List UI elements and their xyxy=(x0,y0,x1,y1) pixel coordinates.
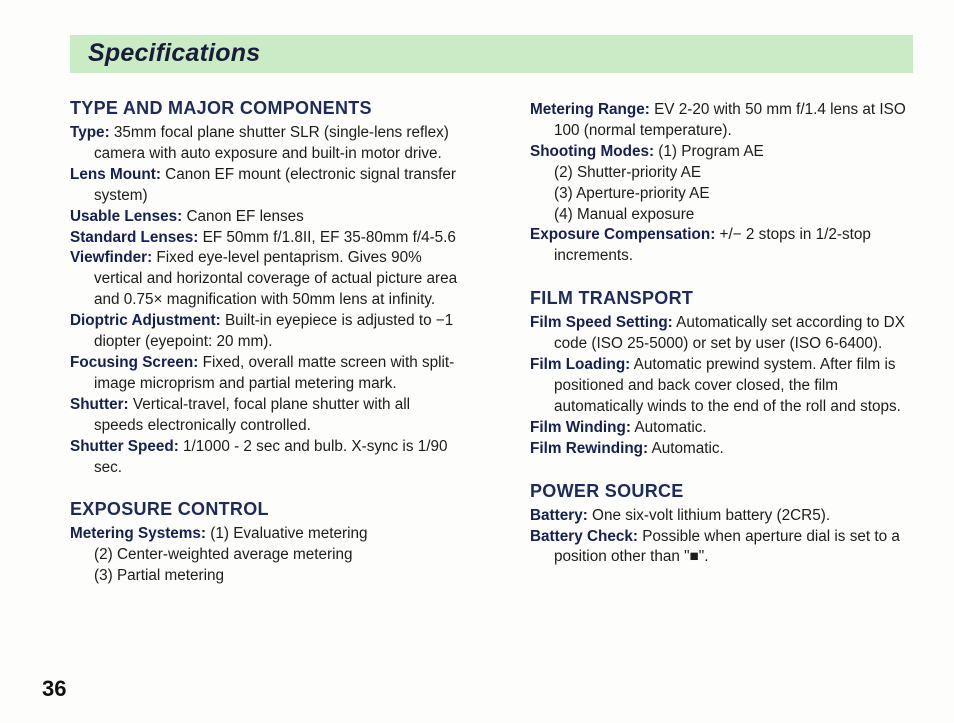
spec-film-winding xyxy=(530,418,922,439)
spec-text: Automatic. xyxy=(630,418,707,436)
spec-label: Usable Lenses: xyxy=(70,207,183,225)
spec-text: Automatically set according to DX code (ISO 25-5000) or set by user (ISO 6-6400). xyxy=(554,314,905,353)
spec-standard-lenses xyxy=(70,228,460,249)
spec-viewfinder xyxy=(70,248,460,311)
spec-sub-item: (3) Aperture-priority AE xyxy=(554,184,710,202)
spec-sub-item: (2) Center-weighted average metering xyxy=(94,546,353,564)
spec-label: Film Loading: xyxy=(530,356,631,374)
spec-label: Metering Systems: xyxy=(70,525,207,543)
spec-text: +/− 2 stops in 1/2-stop increments. xyxy=(554,226,871,265)
spec-label: Shooting Modes: xyxy=(530,142,655,160)
spec-label: Film Winding: xyxy=(530,418,631,436)
spec-text: Possible when aperture dial is set to a position other than "■". xyxy=(554,527,900,566)
spec-sub-item: (2) Shutter-priority AE xyxy=(554,163,702,181)
spec-film-loading xyxy=(530,355,922,418)
spec-battery-check xyxy=(530,527,922,569)
spec-label: Metering Range: xyxy=(530,101,650,118)
spec-label: Film Rewinding: xyxy=(530,439,649,457)
section-heading-film: FILM TRANSPORT xyxy=(530,288,694,309)
spec-type xyxy=(70,123,460,165)
spec-metering-range xyxy=(530,100,922,142)
spec-metering-systems xyxy=(70,524,460,545)
spec-text: (1) Program AE xyxy=(654,142,764,160)
spec-text: Canon EF mount (electronic signal transfer system) xyxy=(94,165,456,204)
spec-label: Shutter: xyxy=(70,395,129,413)
section-heading-power: POWER SOURCE xyxy=(530,480,684,501)
spec-text: EF 50mm f/1.8II, EF 35-80mm f/4-5.6 xyxy=(198,228,456,246)
spec-text: Automatic. xyxy=(648,439,724,457)
spec-exposure-compensation xyxy=(530,225,922,267)
spec-text: One six-volt lithium battery (2CR5). xyxy=(587,506,831,524)
spec-usable-lenses xyxy=(70,207,460,228)
spec-sub-item: (3) Partial metering xyxy=(94,567,225,585)
page-number: 36 xyxy=(42,676,67,701)
spec-label: Type: xyxy=(70,124,110,141)
spec-text: Built-in eyepiece is adjusted to −1 diopter (eyepoint: 20 mm). xyxy=(94,312,454,351)
section-gap xyxy=(530,460,922,481)
spec-label: Lens Mount: xyxy=(70,165,161,183)
spec-label: Shutter Speed: xyxy=(70,437,179,455)
spec-film-speed xyxy=(530,313,922,355)
spec-text: 35mm focal plane shutter SLR (single-lens reflex) camera with auto exposure and built-in motor drive. xyxy=(94,124,449,162)
spec-text: 1/1000 - 2 sec and bulb. X-sync is 1/90 sec. xyxy=(94,437,448,476)
spec-text: Vertical-travel, focal plane shutter with all speeds electronically controlled. xyxy=(94,395,411,434)
spec-label: Exposure Compensation: xyxy=(530,226,716,244)
spec-label: Battery: xyxy=(530,506,588,524)
spec-shutter xyxy=(70,395,460,437)
spec-label: Dioptric Adjustment: xyxy=(70,312,221,330)
spec-text: Automatic prewind system. After film is positioned and back cover closed, the film automatically winds to the end of the roll and stops. xyxy=(554,356,901,415)
spec-label: Standard Lenses: xyxy=(70,228,199,246)
spec-text: EV 2-20 with 50 mm f/1.4 lens at ISO 100 (normal temperature). xyxy=(554,101,906,139)
section-gap xyxy=(530,267,922,288)
spec-text: Fixed, overall matte screen with split-image microprism and partial metering mark. xyxy=(94,353,455,392)
section-heading-type: TYPE AND MAJOR COMPONENTS xyxy=(70,98,372,118)
spec-label: Focusing Screen: xyxy=(70,353,199,371)
spec-text: Canon EF lenses xyxy=(182,207,304,225)
section-gap xyxy=(70,478,460,499)
spec-focusing-screen xyxy=(70,353,460,395)
page-title: Specifications xyxy=(88,39,261,67)
spec-film-rewinding xyxy=(530,439,922,460)
spec-battery xyxy=(530,506,922,527)
left-column xyxy=(70,98,460,587)
spec-text: Fixed eye-level pentaprism. Gives 90% vertical and horizontal coverage of actual picture area and 0.75× magnification with 50mm lens at infinity. xyxy=(94,249,458,309)
spec-shooting-modes xyxy=(530,142,922,163)
spec-shutter-speed xyxy=(70,437,460,479)
spec-label: Film Speed Setting: xyxy=(530,314,673,332)
section-heading-exposure: EXPOSURE CONTROL xyxy=(70,499,269,520)
spec-dioptric-adjustment xyxy=(70,311,460,353)
title-banner xyxy=(70,35,913,73)
spec-lens-mount xyxy=(70,165,460,207)
spec-text: (1) Evaluative metering xyxy=(206,525,368,543)
spec-label: Battery Check: xyxy=(530,527,638,545)
spec-label: Viewfinder: xyxy=(70,249,153,267)
right-column xyxy=(530,100,922,568)
spec-sub-item: (4) Manual exposure xyxy=(554,205,695,223)
